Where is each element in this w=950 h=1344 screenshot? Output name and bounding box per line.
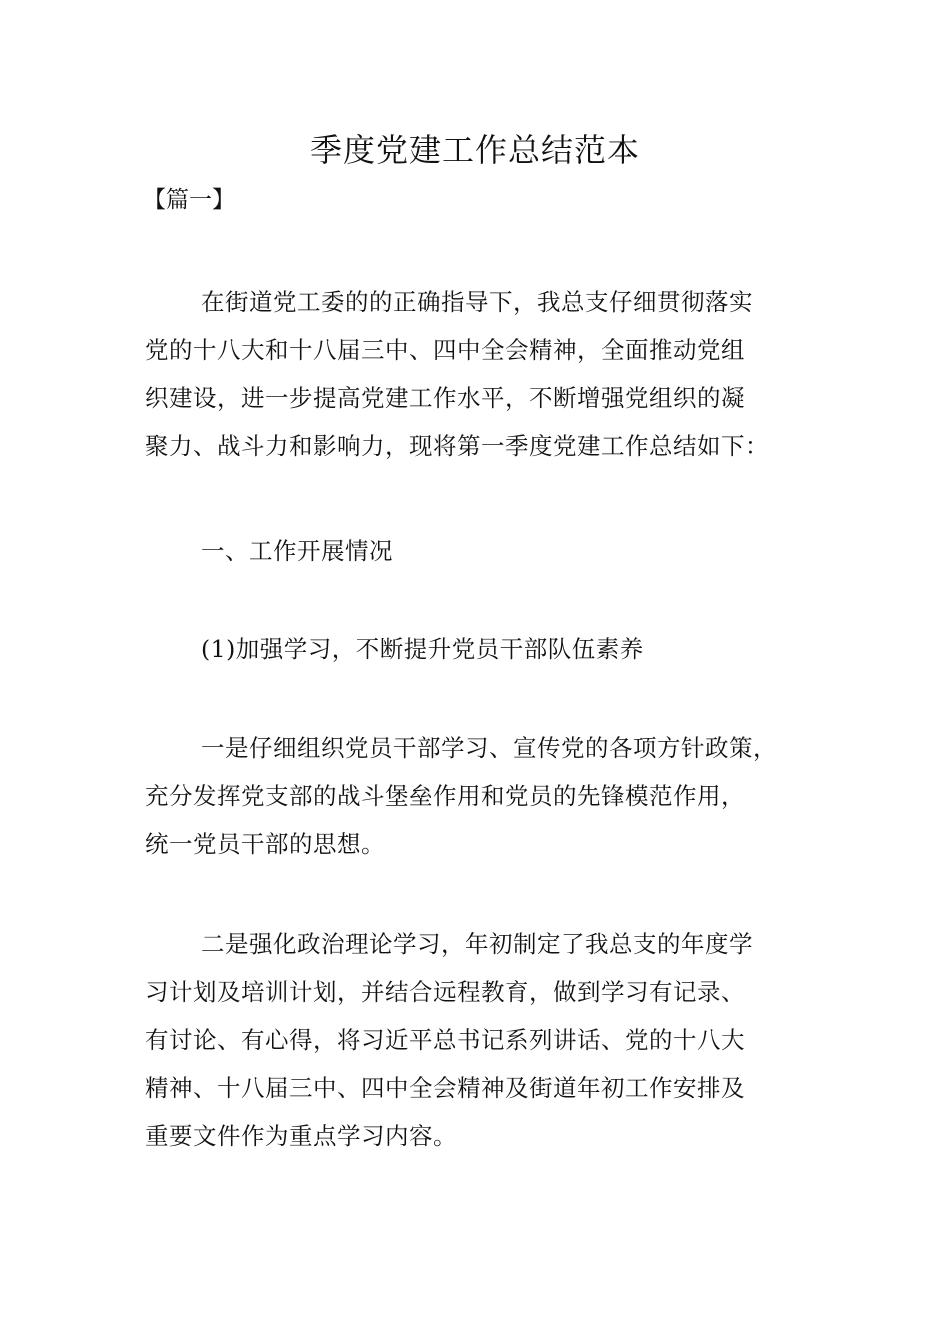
paragraph-point-two [145,920,825,1160]
subheading-study [145,625,825,673]
document-title: 季度党建工作总结范本 [309,131,640,169]
paragraph-line: 习计划及培训计划，并结合远程教育，做到学习有记录、 [145,978,745,1006]
paragraph-line: 一、工作开展情况 [201,537,393,565]
paragraph-line: 重要文件作为重点学习内容。 [145,1122,457,1150]
paragraph-line: 聚力、战斗力和影响力，现将第一季度党建工作总结如下： [145,432,769,460]
paragraph-line: 二是强化政治理论学习，年初制定了我总支的年度学 [201,930,753,958]
paragraph-line: 在街道党工委的的正确指导下，我总支仔细贯彻落实 [201,288,753,316]
paragraph-line: 党的十八大和十八届三中、四中全会精神，全面推动党组 [145,336,745,364]
section-label: 【篇一】 [143,187,235,213]
paragraph-intro [145,278,825,470]
paragraph-line: (1)加强学习，不断提升党员干部队伍素养 [201,635,644,663]
paragraph-line: 一是仔细组织党员干部学习、宣传党的各项方针政策， [201,734,777,762]
paragraph-line: 精神、十八届三中、四中全会精神及街道年初工作安排及 [145,1074,745,1102]
paragraph-line: 织建设，进一步提高党建工作水平，不断增强党组织的凝 [145,384,745,412]
paragraph-point-one [145,724,825,868]
paragraph-line: 充分发挥党支部的战斗堡垒作用和党员的先锋模范作用， [145,782,745,810]
heading-work-progress [145,527,825,575]
paragraph-line: 有讨论、有心得，将习近平总书记系列讲话、党的十八大 [145,1026,745,1054]
paragraph-line: 统一党员干部的思想。 [145,830,385,858]
